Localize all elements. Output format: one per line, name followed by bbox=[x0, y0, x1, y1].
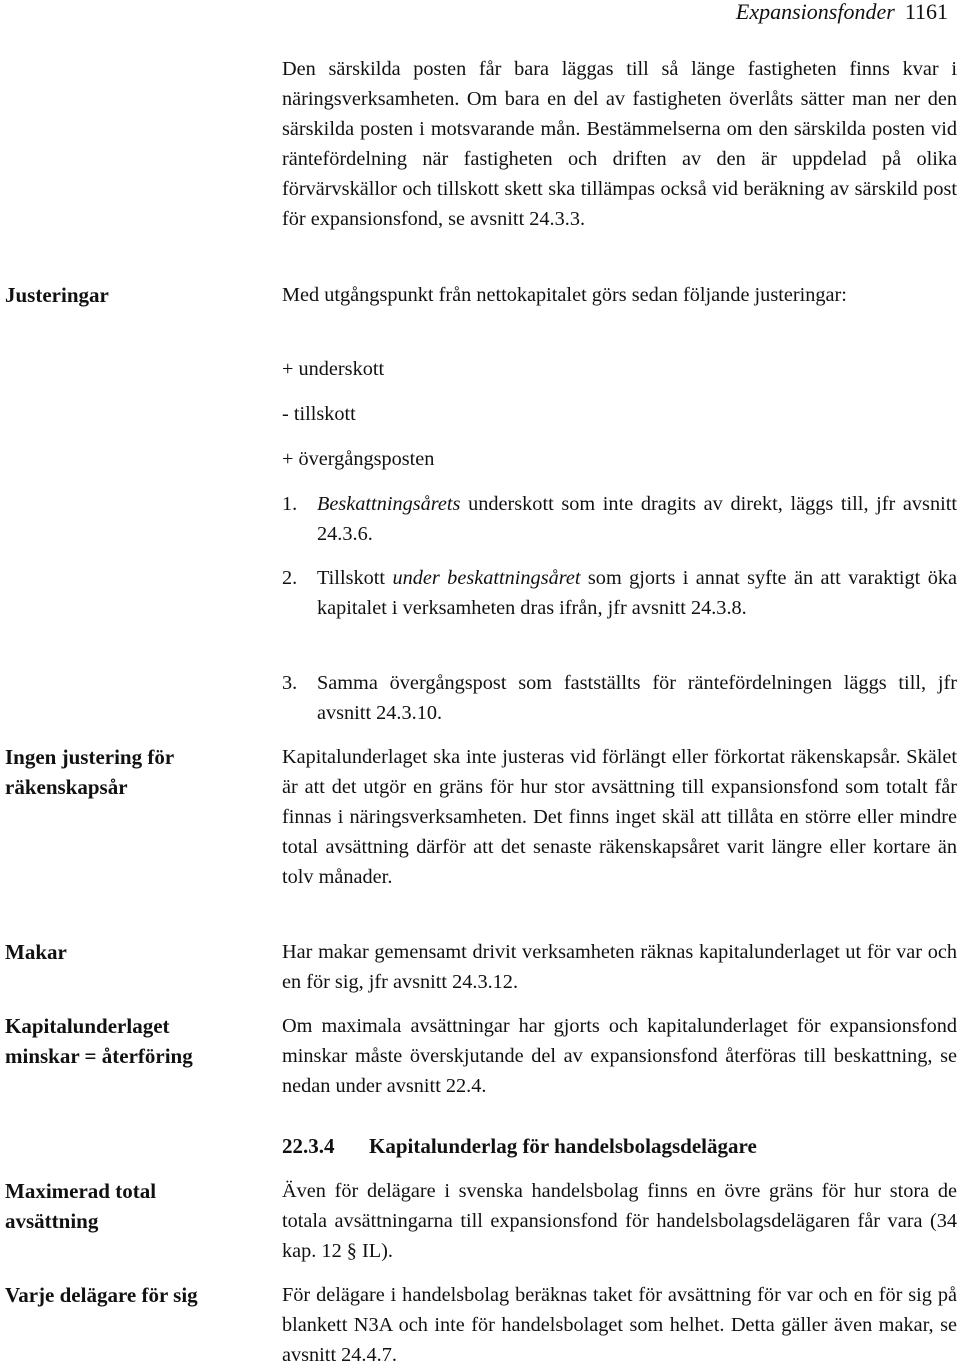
running-header-title: Expansionsfonder bbox=[735, 0, 895, 24]
running-header bbox=[736, 0, 948, 24]
list-item-number: 2. bbox=[282, 567, 298, 589]
section-title: Kapitalunderlag för handelsbolagsdelägare bbox=[369, 1134, 757, 1158]
list-item-text: Samma övergångspost som fastställts för räntefördelningen läggs till, jfr avsnitt 24.3.10. bbox=[317, 672, 957, 724]
margin-note-makar: Makar bbox=[5, 940, 67, 964]
adjustment-underskott: + underskott bbox=[282, 358, 385, 380]
paragraph-aterforing: Om maximala avsättningar har gjorts och kapitalunderlaget för expansionsfond minskar måste överskjutande del av expansionsfond återföras till beskattning, se nedan under avsnitt 22.4. bbox=[282, 1015, 957, 1097]
section-number: 22.3.4 bbox=[282, 1134, 335, 1158]
margin-note-varje-delagare: Varje delägare för sig bbox=[5, 1283, 198, 1307]
margin-note-ingen-justering: Ingen justering för räkenskapsår bbox=[5, 745, 174, 799]
list-item bbox=[282, 489, 957, 549]
list-item-text: Beskattningsårets underskott som inte dragits av direkt, läggs till, jfr avsnitt 24.3.6. bbox=[317, 493, 957, 545]
paragraph-varje-delagare: För delägare i handelsbolag beräknas taket för avsättning för var och en för sig på blankett N3A och inte för handelsbolaget som helhet. Detta gäller även makar, se avsnitt 24.4.7. bbox=[282, 1284, 957, 1366]
margin-note-justeringar: Justeringar bbox=[5, 283, 109, 307]
page-number: 1161 bbox=[904, 0, 948, 24]
adjustment-overgangsposten: + övergångsposten bbox=[282, 448, 435, 470]
paragraph-makar: Har makar gemensamt drivit verksamheten räknas kapitalunderlaget ut för var och en för sig, jfr avsnitt 24.3.12. bbox=[282, 941, 957, 993]
list-item bbox=[282, 563, 957, 623]
paragraph-adjustments-intro: Med utgångspunkt från nettokapitalet görs sedan följande justeringar: bbox=[282, 284, 847, 306]
list-item-number: 3. bbox=[282, 672, 298, 694]
list-item bbox=[282, 668, 957, 728]
paragraph-no-adjustment: Kapitalunderlaget ska inte justeras vid förlängt eller förkortat räkenskapsår. Skälet är att det utgör en gräns för hur stor avsättning till expansionsfond som totalt får finnas i näringsverksamheten. Det finns inget skäl att tillåta en större eller mindre total avsättning därför att det senaste räkenskapsåret varit längre eller kortare än tolv månader. bbox=[282, 746, 957, 888]
paragraph-special-post: Den särskilda posten får bara läggas till så länge fastigheten finns kvar i näringsverksamheten. Om bara en del av fastigheten överlåts sätter man ner den särskilda posten i motsvarande mån. Bestämmelserna om den särskilda posten vid räntefördelning när fastigheten och driften av den är uppdelad på olika förvärvskällor och tillskott skett ska tillämpas också vid beräkning av särskild post för expansionsfond, se avsnitt 24.3.3. bbox=[282, 58, 957, 230]
paragraph-handelsbolag-limit: Även för delägare i svenska handelsbolag finns en övre gräns för hur stora de totala avsättningarna till expansionsfond för handelsbolagsdelägaren får vara (34 kap. 12 § IL). bbox=[282, 1180, 957, 1262]
margin-note-maximerad-total: Maximerad total avsättning bbox=[5, 1179, 157, 1233]
list-item-text: Tillskott under beskattningsåret som gjorts i annat syfte än att varaktigt öka kapitalet i verksamheten dras ifrån, jfr avsnitt 24.3.8. bbox=[317, 567, 958, 619]
section-heading bbox=[282, 1131, 957, 1161]
list-item-number: 1. bbox=[282, 493, 298, 515]
adjustment-tillskott: - tillskott bbox=[282, 403, 356, 425]
margin-note-kapitalunderlaget-minskar: Kapitalunderlaget minskar = återföring bbox=[5, 1014, 193, 1068]
